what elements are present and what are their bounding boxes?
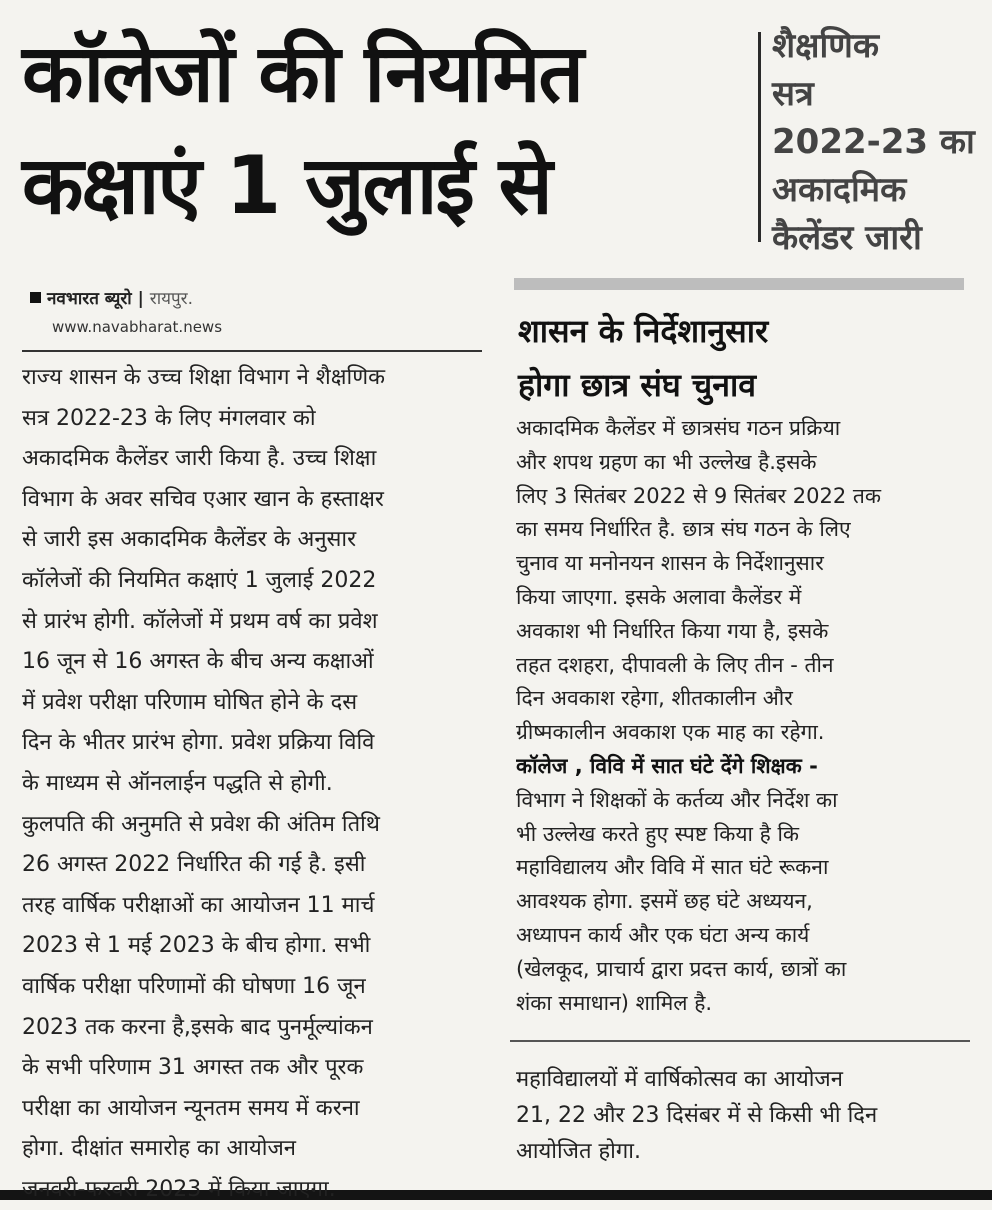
right-column-body <box>516 412 966 1020</box>
body-line: सत्र 2022-23 के लिए मंगलवार को <box>22 405 316 431</box>
body-line: दिन अवकाश रहेगा, शीतकालीन और <box>516 686 793 711</box>
body-line: अकादमिक कैलेंडर में छात्रसंघ गठन प्रक्रिया <box>516 416 841 440</box>
side-headline-line: सत्र <box>772 74 814 114</box>
side-headline-line: शैक्षणिक <box>772 26 879 66</box>
body-line: विभाग ने शिक्षकों के कर्तव्य और निर्देश का <box>516 787 838 812</box>
body-line: से प्रारंभ होगी. कॉलेजों में प्रथम वर्ष का प्रवेश <box>22 608 378 634</box>
body-line: किया जाएगा. इसके अलावा कैलेंडर में <box>516 584 802 609</box>
body-line: अध्यापन कार्य और एक घंटा अन्य कार्य <box>516 922 810 947</box>
body-line: विभाग के अवर सचिव एआर खान के हस्ताक्षर <box>22 486 384 512</box>
body-line: राज्य शासन के उच्च शिक्षा विभाग ने शैक्षणिक <box>22 365 386 390</box>
body-line: तहत दशहरा, दीपावली के लिए तीन - तीन <box>516 652 834 677</box>
body-line: होगा. दीक्षांत समारोह का आयोजन <box>22 1136 296 1162</box>
body-line: के सभी परिणाम 31 अगस्त तक और पूरक <box>22 1055 364 1081</box>
left-column-divider <box>22 350 482 352</box>
body-line: परीक्षा का आयोजन न्यूनतम समय में करना <box>22 1095 360 1121</box>
body-line: ग्रीष्मकालीन अवकाश एक माह का रहेगा. <box>516 720 825 745</box>
side-headline-line: अकादमिक <box>772 170 907 210</box>
body-line: अवकाश भी निर्धारित किया गया है, इसके <box>516 618 829 643</box>
byline <box>30 286 193 309</box>
subheading-line-1: शासन के निर्देशानुसार <box>518 312 769 350</box>
body-line: लिए 3 सितंबर 2022 से 9 सितंबर 2022 तक <box>516 483 881 508</box>
side-headline <box>772 22 977 262</box>
body-line: महाविद्यालय और विवि में सात घंटे रूकना <box>516 855 829 880</box>
body-line: 16 जून से 16 अगस्त के बीच अन्य कक्षाओं <box>22 649 374 675</box>
body-line: से जारी इस अकादमिक कैलेंडर के अनुसार <box>22 527 357 553</box>
body-line: तरह वार्षिक परीक्षाओं का आयोजन 11 मार्च <box>22 892 375 918</box>
byline-city: रायपुर. <box>149 289 194 309</box>
headline <box>22 18 752 242</box>
body-line: महाविद्यालयों में वार्षिकोत्सव का आयोजन <box>516 1067 843 1092</box>
subheading <box>518 304 968 412</box>
bottom-note <box>516 1062 966 1170</box>
website-link[interactable]: www.navabharat.news <box>52 318 223 336</box>
body-line: 26 अगस्त 2022 निर्धारित की गई है. इसी <box>22 852 366 878</box>
body-line: शंका समाधान) शामिल है. <box>516 990 713 1015</box>
headline-divider <box>758 32 761 242</box>
headline-line-1: कॉलेजों की नियमित <box>22 27 583 120</box>
left-column-body <box>22 358 484 1210</box>
section-heading: कॉलेज , विवि में सात घंटे देंगे शिक्षक - <box>516 753 818 778</box>
body-line: 21, 22 और 23 दिसंबर में से किसी भी दिन <box>516 1103 878 1128</box>
byline-source: नवभारत ब्यूरो <box>47 289 132 309</box>
body-line: 2023 तक करना है,इसके बाद पुनर्मूल्यांकन <box>22 1014 373 1040</box>
body-line: में प्रवेश परीक्षा परिणाम घोषित होने के दस <box>22 689 358 715</box>
subhead-accent-bar <box>514 278 964 290</box>
side-headline-line: कैलेंडर जारी <box>772 218 922 258</box>
subheading-line-2: होगा छात्र संघ चुनाव <box>518 366 757 404</box>
body-line: कुलपति की अनुमति से प्रवेश की अंतिम तिथि <box>22 811 380 837</box>
body-line: कॉलेजों की नियमित कक्षाएं 1 जुलाई 2022 <box>22 567 377 593</box>
body-line: 2023 से 1 मई 2023 के बीच होगा. सभी <box>22 933 371 959</box>
body-line: के माध्यम से ऑनलाईन पद्धति से होगी. <box>22 770 333 796</box>
body-line: वार्षिक परीक्षा परिणामों की घोषणा 16 जून <box>22 973 366 999</box>
side-headline-line: 2022-23 का <box>772 122 975 162</box>
body-line: (खेलकूद, प्राचार्य द्वारा प्रदत्त कार्य, छात्रों का <box>516 956 847 981</box>
headline-line-2: कक्षाएं 1 जुलाई से <box>22 139 551 232</box>
body-line: आयोजित होगा. <box>516 1139 641 1164</box>
body-line: चुनाव या मनोनयन शासन के निर्देशानुसार <box>516 551 824 576</box>
body-line: दिन के भीतर प्रारंभ होगा. प्रवेश प्रक्रिया विवि <box>22 730 375 756</box>
body-line: आवश्यक होगा. इसमें छह घंटे अध्ययन, <box>516 889 813 914</box>
body-line: जनवरी-फरवरी 2023 में किया जाएगा. <box>22 1176 336 1202</box>
body-line: का समय निर्धारित है. छात्र संघ गठन के लिए <box>516 517 851 542</box>
body-line: अकादमिक कैलेंडर जारी किया है. उच्च शिक्षा <box>22 446 377 472</box>
bullet-square-icon <box>30 292 41 303</box>
right-column-divider <box>510 1040 970 1042</box>
byline-separator: | <box>137 289 144 309</box>
body-line: भी उल्लेख करते हुए स्पष्ट किया है कि <box>516 821 800 846</box>
body-line: और शपथ ग्रहण का भी उल्लेख है.इसके <box>516 449 817 474</box>
